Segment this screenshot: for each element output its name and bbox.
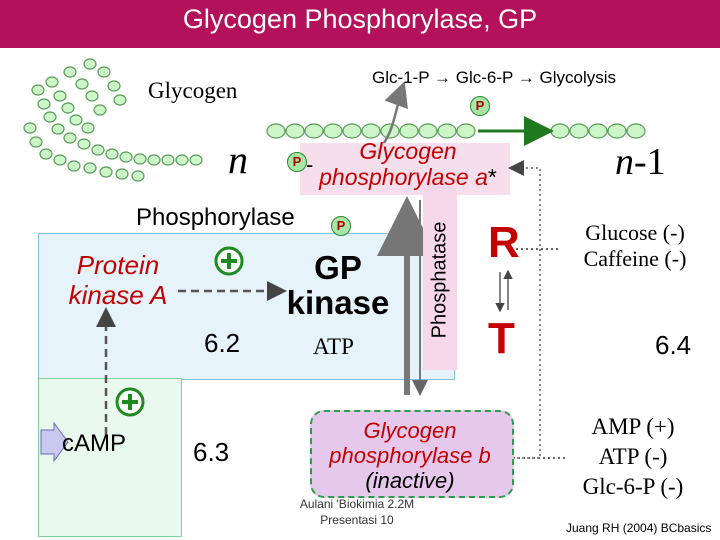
phospho-link-dash: - <box>306 152 314 177</box>
protein-kinase-a-label <box>48 250 188 310</box>
gp-kinase-line1: GP <box>314 249 362 286</box>
phosphorylase-a-label <box>308 138 508 190</box>
phosphorylase-label: Phosphorylase <box>136 204 295 231</box>
r-state-label: R <box>488 218 520 267</box>
watermark-line2: Presentasi 10 <box>320 513 394 527</box>
ref-6-2: 6.2 <box>204 328 241 358</box>
inhibitor-glucose: Glucose (-) <box>585 220 685 245</box>
plus-circle-camp <box>117 389 143 415</box>
phosphorylase-a-star: * <box>487 164 497 190</box>
protein-kinase-line2: kinase A <box>68 280 168 310</box>
inhibitors-label <box>560 220 710 272</box>
effector-glc-6-p: Glc-6-P (-) <box>582 474 684 499</box>
phosphate-badge-pathway: P <box>470 96 490 116</box>
n-minus-1-var: n <box>615 141 634 183</box>
phosphate-badge-phosphorylase: P <box>331 216 351 236</box>
slide-title: Glycogen Phosphorylase, GP <box>182 4 538 34</box>
n-minus-1-suffix: -1 <box>634 141 666 183</box>
watermark-line1: Aulani 'Biokimia 2.2M <box>299 497 415 511</box>
effector-amp: AMP (+) <box>591 414 675 439</box>
gp-kinase-label <box>278 250 398 320</box>
phosphorylase-b-line2: phosphorylase b <box>329 443 491 468</box>
inhibitor-caffeine: Caffeine (-) <box>583 246 687 271</box>
glycogen-label: Glycogen <box>148 78 238 103</box>
glycogen-chain-reaction <box>267 124 645 138</box>
effectors-label <box>558 412 708 502</box>
n-label: n <box>228 137 248 182</box>
credit-label: Juang RH (2004) BCbasics <box>566 521 712 535</box>
phosphorylase-b-label <box>300 418 520 493</box>
n-minus-1-label <box>615 140 666 184</box>
phosphorylase-b-line1: Glycogen <box>363 418 457 443</box>
plus-circle-pka <box>216 248 242 274</box>
ref-6-4: 6.4 <box>655 330 692 360</box>
phosphorylase-a-line1: Glycogen <box>359 138 457 164</box>
atp-label: ATP <box>313 334 354 359</box>
watermark <box>282 496 432 528</box>
b-to-a-connector <box>512 168 540 458</box>
pathway-label: Glc-1-P → Glc-6-P → Glycolysis <box>372 68 617 87</box>
phosphorylase-a-text: phosphorylase a <box>319 164 488 190</box>
ref-6-3: 6.3 <box>193 437 230 467</box>
effector-atp: ATP (-) <box>598 444 668 469</box>
phosphatase-label: Phosphatase <box>428 221 451 339</box>
gp-kinase-line2: kinase <box>286 284 390 321</box>
protein-kinase-line1: Protein <box>76 250 160 280</box>
camp-label: cAMP <box>62 430 127 457</box>
phosphorylase-b-line3: (inactive) <box>365 468 455 493</box>
phosphate-badge-enzyme-a: P <box>287 152 307 172</box>
t-state-label: T <box>488 314 515 363</box>
phosphorylase-a-line2 <box>308 164 508 190</box>
